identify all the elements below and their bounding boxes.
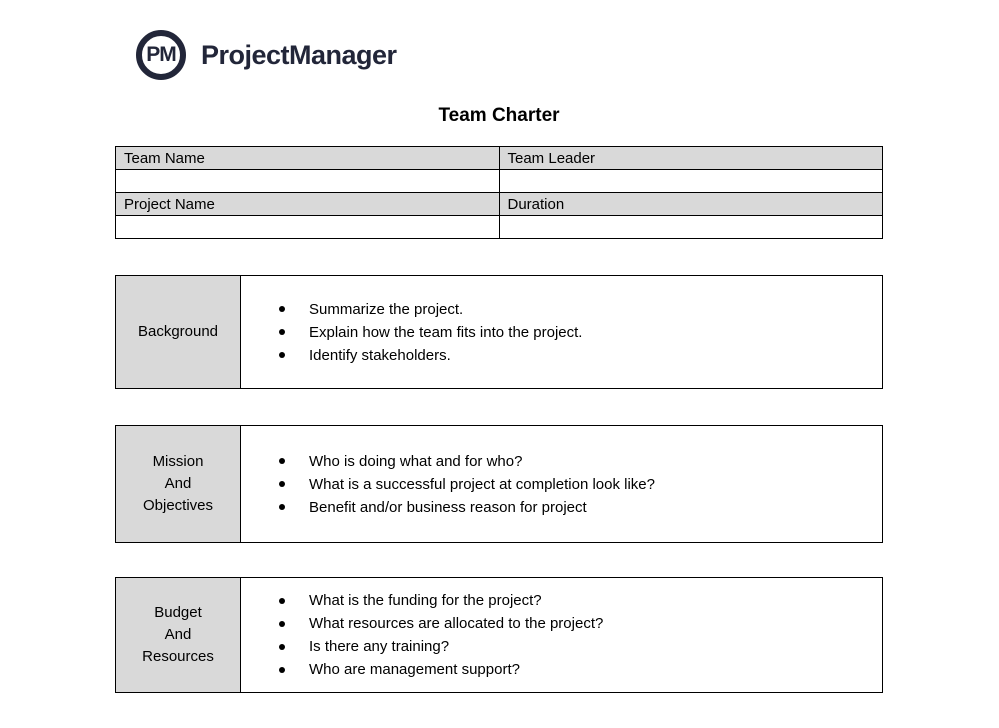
bullet-icon <box>279 504 285 510</box>
duration-header: Duration <box>499 193 883 216</box>
bullet-icon <box>279 644 285 650</box>
section-mission-label <box>116 426 241 542</box>
bullet-icon <box>279 667 285 673</box>
list-item <box>279 450 870 473</box>
bullet-text: Benefit and/or business reason for project <box>309 498 587 516</box>
section-background <box>115 275 883 389</box>
section-label-line: Mission <box>152 453 204 470</box>
bullet-text: What resources are allocated to the project? <box>309 615 604 632</box>
bullet-icon <box>279 598 285 604</box>
brand-name: ProjectManager <box>201 39 397 70</box>
projectmanager-logo <box>136 30 397 80</box>
bullet-icon <box>279 481 285 487</box>
team-name-header: Team Name <box>116 147 500 170</box>
page-title: Team Charter <box>438 105 560 126</box>
section-label-line: Resources <box>142 648 214 665</box>
bullet-text: Is there any training? <box>309 638 450 655</box>
project-name-header: Project Name <box>116 193 500 216</box>
section-background-content[interactable] <box>241 276 882 388</box>
section-label-line: Objectives <box>142 497 214 514</box>
bullet-icon <box>279 306 285 312</box>
list-item <box>279 298 870 321</box>
project-name-input-cell[interactable] <box>116 216 500 239</box>
section-label-line: Background <box>137 323 219 340</box>
team-leader-input-cell[interactable] <box>499 170 883 193</box>
bullet-icon <box>279 458 285 464</box>
table-row <box>116 216 883 239</box>
section-label-line: And <box>164 626 192 643</box>
section-mission-content[interactable] <box>241 426 882 542</box>
bullet-text: Who are management support? <box>309 661 520 678</box>
list-item <box>279 589 870 612</box>
table-row <box>116 170 883 193</box>
duration-input-cell[interactable] <box>499 216 883 239</box>
bullet-icon <box>279 329 285 335</box>
section-budget-content[interactable] <box>241 578 882 692</box>
section-label-line: Budget <box>154 604 202 621</box>
section-budget-label <box>116 578 241 692</box>
section-background-label <box>116 276 241 388</box>
list-item <box>279 473 870 496</box>
team-info-table <box>115 146 883 239</box>
section-label-line: And <box>164 475 192 492</box>
list-item <box>279 344 870 367</box>
bullet-text: What is the funding for the project? <box>309 592 542 609</box>
bullet-icon <box>279 352 285 358</box>
list-item <box>279 612 870 635</box>
section-budget-and-resources <box>115 577 883 693</box>
pm-monogram-icon: PM <box>136 30 186 80</box>
list-item <box>279 635 870 658</box>
list-item <box>279 321 870 344</box>
bullet-text: What is a successful project at completion look like? <box>309 475 655 493</box>
team-leader-header: Team Leader <box>499 147 883 170</box>
list-item <box>279 658 870 681</box>
section-mission-and-objectives <box>115 425 883 543</box>
team-name-input-cell[interactable] <box>116 170 500 193</box>
list-item <box>279 496 870 519</box>
table-row <box>116 147 883 170</box>
bullet-text: Explain how the team fits into the project. <box>309 323 583 341</box>
table-row <box>116 193 883 216</box>
bullet-text: Identify stakeholders. <box>309 346 451 364</box>
bullet-text: Who is doing what and for who? <box>309 452 523 470</box>
bullet-icon <box>279 621 285 627</box>
bullet-text: Summarize the project. <box>309 300 464 318</box>
